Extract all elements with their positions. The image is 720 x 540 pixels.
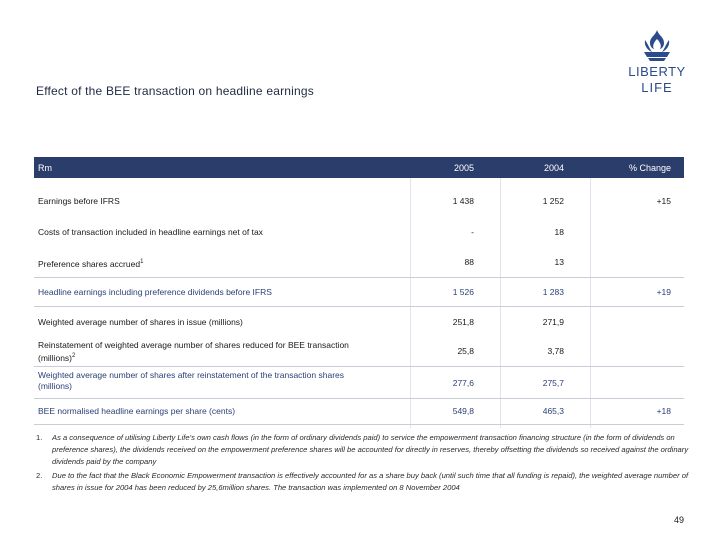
row-label bbox=[38, 340, 358, 364]
footnote-number: 2. bbox=[36, 470, 43, 480]
flame-icon bbox=[638, 28, 676, 62]
row-divider bbox=[34, 277, 684, 278]
company-logo bbox=[622, 28, 692, 98]
footnote-2 bbox=[36, 470, 691, 494]
column-divider bbox=[410, 178, 501, 428]
footnote-1 bbox=[36, 432, 691, 469]
row-label: Weighted average number of shares in issue (millions) bbox=[38, 317, 243, 327]
header-change: % Change bbox=[628, 163, 671, 173]
value-2005: - bbox=[471, 227, 474, 237]
footnote-text: Due to the fact that the Black Economic Empowerment transaction is effectively accounted for as a share buy back (until such time that all funding is repaid), the weighted average number of shares in issue for 2004 has been reduced by 25,6million shares. The transaction was implemented on 8 November 2004 bbox=[52, 470, 689, 492]
value-2005: 549,8 bbox=[452, 406, 474, 416]
footnote-ref: 2 bbox=[72, 353, 76, 359]
header-2005: 2005 bbox=[453, 163, 474, 173]
value-2004: 465,3 bbox=[542, 406, 564, 416]
value-2004: 275,7 bbox=[542, 378, 564, 388]
row-divider bbox=[34, 424, 684, 425]
value-change: +18 bbox=[656, 406, 671, 416]
row-divider bbox=[34, 306, 684, 307]
value-2004: 3,78 bbox=[547, 346, 564, 356]
column-divider bbox=[500, 178, 591, 428]
row-label: Earnings before IFRS bbox=[38, 196, 120, 206]
footnote-ref: 1 bbox=[140, 259, 144, 265]
row-divider bbox=[34, 366, 684, 367]
value-2005: 251,8 bbox=[452, 317, 474, 327]
row-label: Weighted average number of shares after reinstatement of the transaction shares (millions) bbox=[38, 370, 345, 391]
row-label bbox=[38, 257, 143, 270]
row-label-text: Preference shares accrued bbox=[38, 258, 141, 269]
table-header bbox=[34, 157, 684, 178]
value-2005: 1 438 bbox=[452, 196, 474, 206]
value-change: +19 bbox=[656, 287, 671, 297]
row-divider bbox=[34, 398, 684, 399]
value-2004: 1 252 bbox=[542, 196, 564, 206]
page-number: 49 bbox=[673, 515, 684, 525]
value-2004: 271,9 bbox=[542, 317, 564, 327]
header-2004: 2004 bbox=[543, 163, 564, 173]
footnote-number: 1. bbox=[36, 433, 43, 442]
row-label: BEE normalised headline earnings per share (cents) bbox=[38, 406, 236, 416]
value-2004: 18 bbox=[554, 227, 564, 237]
logo-text-liberty: LIBERTY bbox=[628, 64, 686, 79]
logo-text-life: LIFE bbox=[641, 80, 673, 95]
header-rm: Rm bbox=[38, 163, 52, 173]
value-2005: 1 526 bbox=[452, 287, 474, 297]
column-divider bbox=[590, 178, 681, 428]
value-2005: 277,6 bbox=[452, 378, 474, 388]
footnotes bbox=[36, 432, 691, 495]
row-label: Costs of transaction included in headline earnings net of tax bbox=[38, 227, 263, 237]
value-change: +15 bbox=[656, 196, 671, 206]
row-label: Headline earnings including preference dividends before IFRS bbox=[38, 287, 272, 297]
value-2005: 25,8 bbox=[457, 346, 474, 356]
footnote-text: As a consequence of utilising Liberty Life's own cash flows (in the form of ordinary dividends paid) to service the empowerment transaction financing structure (in the form of dividends on preference shares), the dividends received on the empowerment preference shares will be accounted for directly in reserves, thereby offsetting the dividends so received against the ordinary dividends paid by the company bbox=[52, 433, 689, 467]
value-2005: 88 bbox=[464, 257, 474, 267]
page-title: Effect of the BEE transaction on headline earnings bbox=[36, 84, 314, 98]
value-2004: 13 bbox=[554, 257, 564, 267]
row-label-text: Reinstatement of weighted average number of shares reduced for BEE transaction (millions) bbox=[38, 340, 349, 363]
value-2004: 1 283 bbox=[542, 287, 564, 297]
